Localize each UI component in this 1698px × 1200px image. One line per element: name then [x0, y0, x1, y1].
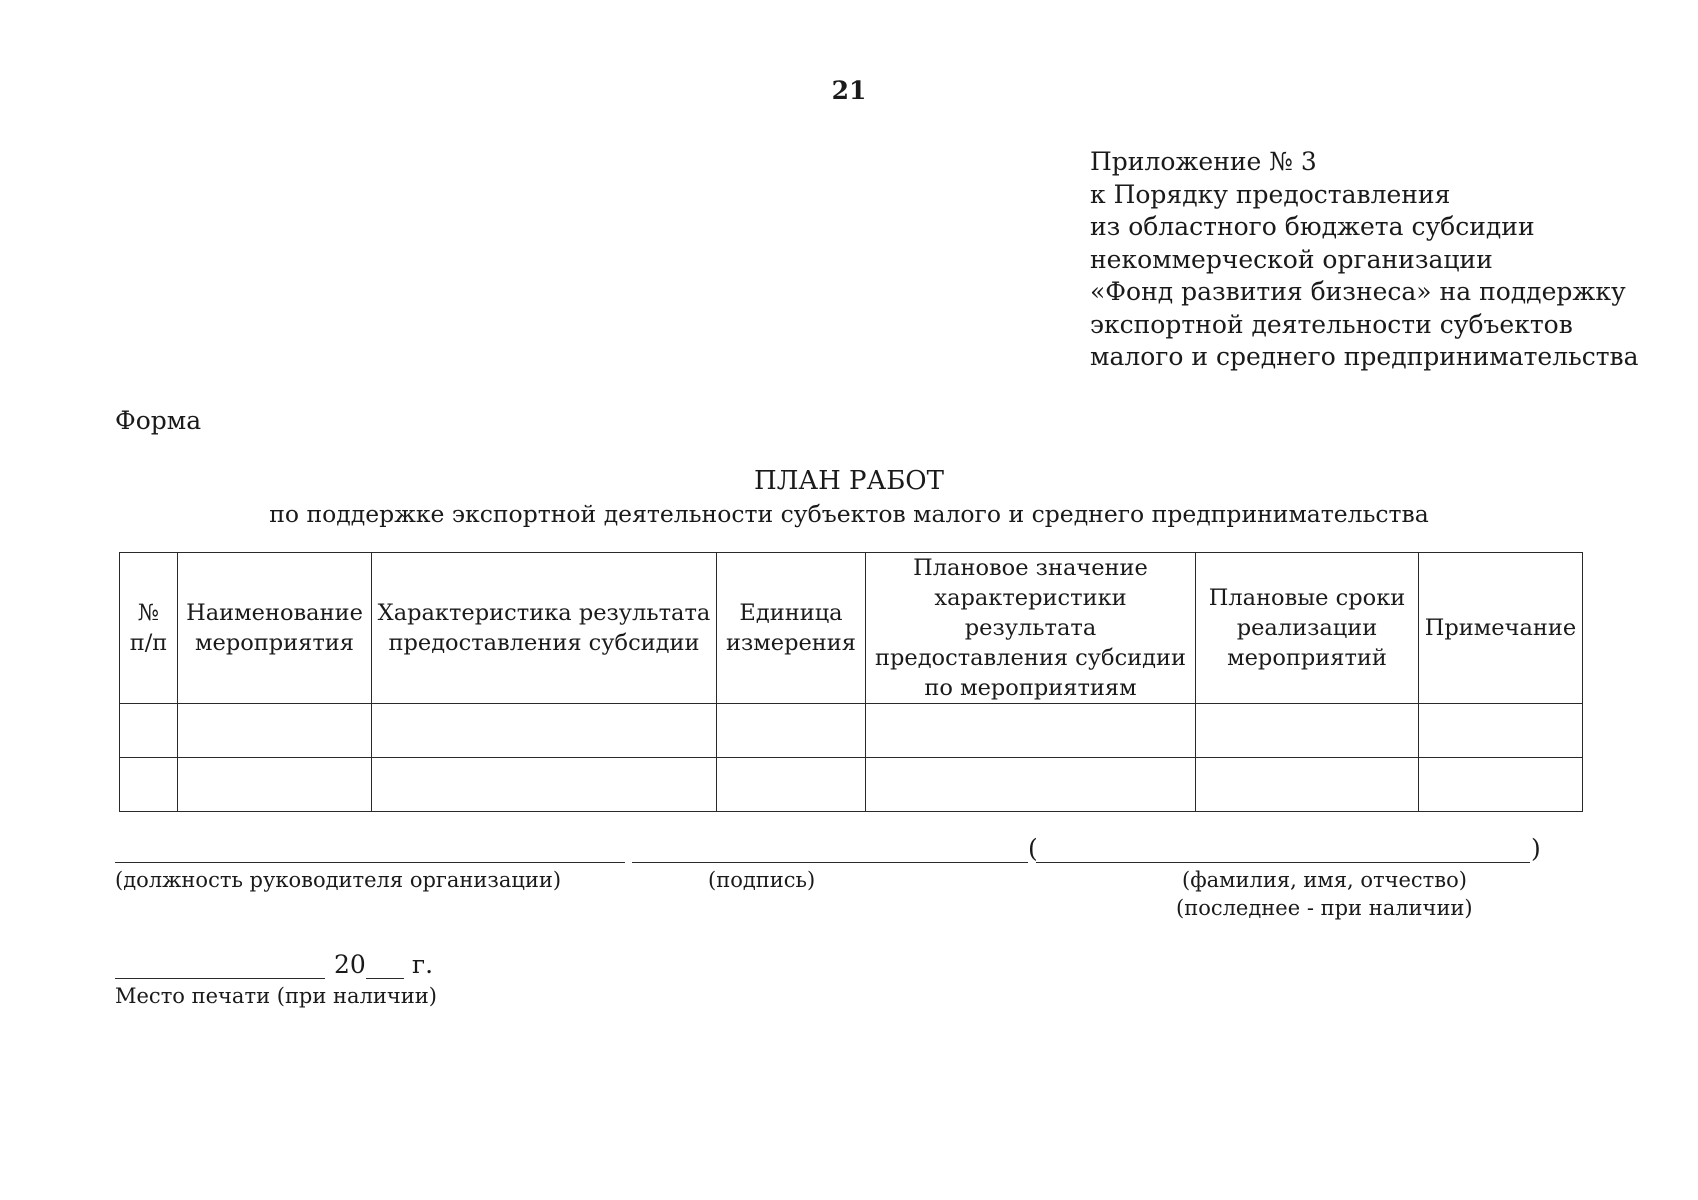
date-year-suffix: г. — [412, 950, 434, 979]
document-subtitle: по поддержке экспортной деятельности субъектов малого и среднего предпринимательства — [269, 500, 1429, 528]
appendix-block — [1090, 146, 1639, 374]
appendix-line: «Фонд развития бизнеса» на поддержку — [1090, 277, 1626, 306]
table-cell — [178, 758, 372, 812]
appendix-line: экспортной деятельности субъектов — [1090, 309, 1573, 339]
table-cell — [1419, 758, 1583, 812]
position-caption: (должность руководителя организации) — [115, 868, 562, 892]
stamp-caption: Место печати (при наличии) — [115, 984, 437, 1008]
plan-table — [119, 552, 1583, 812]
table-cell — [372, 758, 717, 812]
table-cell — [866, 704, 1196, 758]
appendix-line: некоммерческой организации — [1090, 244, 1493, 274]
full-name-caption-note: (последнее - при наличии) — [1176, 896, 1473, 920]
appendix-line: к Порядку предоставления — [1090, 179, 1451, 209]
table-header-row — [120, 553, 1583, 704]
form-label: Форма — [115, 406, 202, 435]
table-cell — [717, 704, 866, 758]
signature-caption: (подпись) — [708, 868, 816, 892]
appendix-line: Приложение № 3 — [1090, 147, 1317, 176]
table-cell — [120, 704, 178, 758]
table-cell — [717, 758, 866, 812]
table-cell — [866, 758, 1196, 812]
date-year-prefix: 20 — [334, 950, 366, 979]
table-row — [120, 758, 1583, 812]
page-number: 21 — [831, 76, 867, 105]
table-cell — [1419, 704, 1583, 758]
table-row — [120, 704, 1583, 758]
position-signature-line — [115, 862, 625, 863]
table-cell — [178, 704, 372, 758]
full-name-caption: (фамилия, имя, отчество) — [1182, 868, 1467, 892]
header-note: Примечание — [1419, 553, 1583, 704]
signature-line — [632, 862, 1028, 863]
appendix-line: из областного бюджета субсидии — [1090, 212, 1535, 241]
date-year-line — [366, 978, 404, 979]
header-event-name: Наименование мероприятия — [178, 553, 372, 704]
header-planned-dates: Плановые сроки реализации мероприятий — [1196, 553, 1419, 704]
date-day-line — [115, 978, 325, 979]
appendix-line: малого и среднего предпринимательства — [1090, 342, 1639, 371]
header-planned-value: Плановое значение характеристики результата предоставления субсидии по мероприятиям — [866, 553, 1196, 704]
header-unit: Единица измерения — [717, 553, 866, 704]
header-number: № п/п — [120, 553, 178, 704]
table-cell — [1196, 704, 1419, 758]
close-paren: ) — [1531, 834, 1541, 863]
table-cell — [372, 704, 717, 758]
full-name-signature-line — [1036, 862, 1530, 863]
table-cell — [1196, 758, 1419, 812]
document-title: ПЛАН РАБОТ — [754, 466, 944, 496]
open-paren: ( — [1028, 834, 1038, 863]
table-cell — [120, 758, 178, 812]
header-result-characteristic: Характеристика результата предоставления субсидии — [372, 553, 717, 704]
